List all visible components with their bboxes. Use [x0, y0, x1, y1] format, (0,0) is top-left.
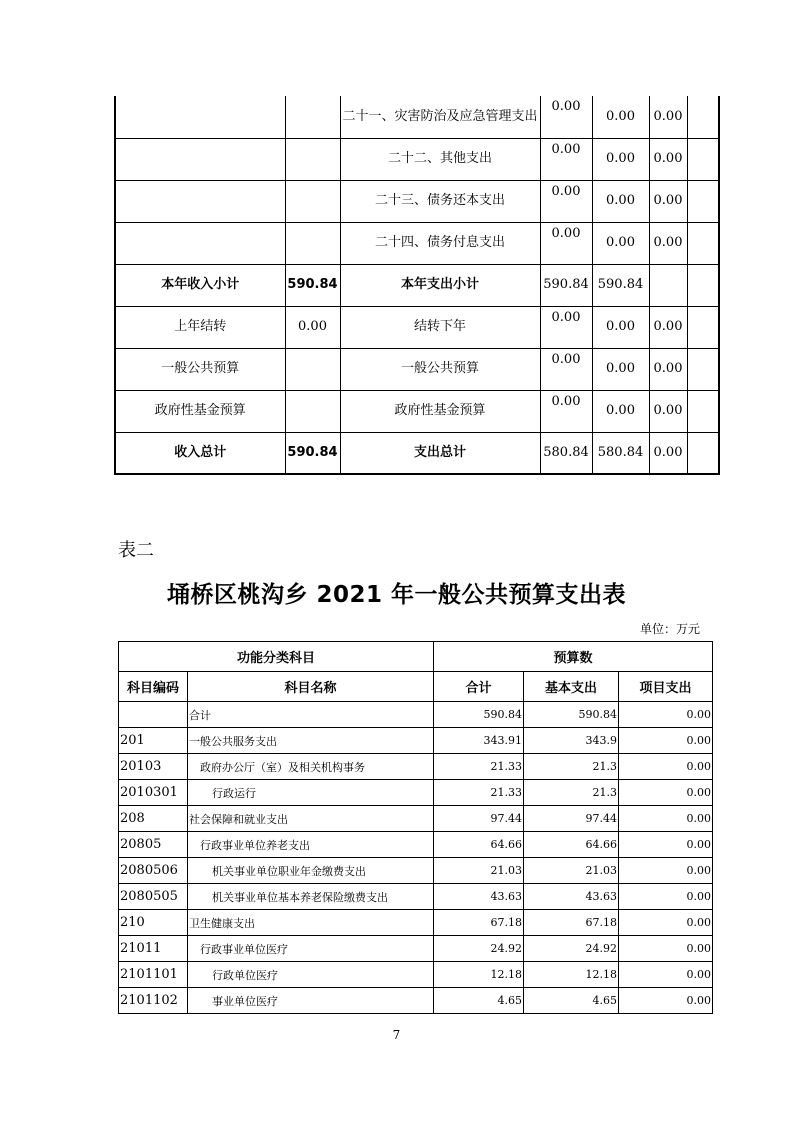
- table-row: 二十一、灾害防治及应急管理支出 0.00 0.00 0.00: [115, 96, 719, 138]
- header-function-category: 功能分类科目: [119, 642, 434, 672]
- header-project: 项目支出: [619, 672, 713, 702]
- table-row: 20103 政府办公厅（室）及相关机构事务 21.33 21.3 0.00: [119, 754, 713, 780]
- table-row: 210 卫生健康支出 67.18 67.18 0.00: [119, 910, 713, 936]
- table-row: 二十四、债务付息支出 0.00 0.00 0.00: [115, 222, 719, 264]
- table-row: 208 社会保障和就业支出 97.44 97.44 0.00: [119, 806, 713, 832]
- section-label: 表二: [118, 540, 154, 561]
- income-expense-summary-table: [114, 96, 720, 475]
- page-title: 埇桥区桃沟乡 2021 年一般公共预算支出表: [166, 582, 627, 608]
- header-code: 科目编码: [119, 672, 188, 702]
- table-row: 2010301 行政运行 21.33 21.3 0.00: [119, 780, 713, 806]
- table-row: 20805 行政事业单位养老支出 64.66 64.66 0.00: [119, 832, 713, 858]
- table-row: 201 一般公共服务支出 343.91 343.9 0.00: [119, 728, 713, 754]
- expense-item-label: 二十二、其他支出: [340, 138, 540, 180]
- table-row-total: 收入总计 590.84 支出总计 580.84 580.84 0.00: [115, 432, 719, 474]
- table-row: 政府性基金预算 政府性基金预算 0.00 0.00 0.00: [115, 390, 719, 432]
- table-header-group: [119, 642, 713, 672]
- table-row: 二十三、债务还本支出 0.00 0.00 0.00: [115, 180, 719, 222]
- table-row: 21011 行政事业单位医疗 24.92 24.92 0.00: [119, 936, 713, 962]
- page-number: 7: [392, 1028, 401, 1042]
- header-budget: 预算数: [434, 642, 713, 672]
- general-budget-expenditure-table: [118, 641, 713, 1014]
- expense-item-label: 二十四、债务付息支出: [340, 222, 540, 264]
- table-header: [119, 672, 713, 702]
- table-row: 一般公共预算 一般公共预算 0.00 0.00 0.00: [115, 348, 719, 390]
- expense-item-label: 二十一、灾害防治及应急管理支出: [340, 96, 540, 138]
- table-row-subtotal: 本年收入小计 590.84 本年支出小计 590.84 590.84: [115, 264, 719, 306]
- table-row: 2101101 行政单位医疗 12.18 12.18 0.00: [119, 962, 713, 988]
- header-total: 合计: [434, 672, 524, 702]
- table-row: 2080506 机关事业单位职业年金缴费支出 21.03 21.03 0.00: [119, 858, 713, 884]
- header-basic: 基本支出: [524, 672, 619, 702]
- expense-item-label: 二十三、债务还本支出: [340, 180, 540, 222]
- table-row: 二十二、其他支出 0.00 0.00 0.00: [115, 138, 719, 180]
- table-row: 2080505 机关事业单位基本养老保险缴费支出 43.63 43.63 0.00: [119, 884, 713, 910]
- table-row: 合计 590.84 590.84 0.00: [119, 702, 713, 728]
- table-row: 上年结转 0.00 结转下年 0.00 0.00 0.00: [115, 306, 719, 348]
- table-row: 2101102 事业单位医疗 4.65 4.65 0.00: [119, 988, 713, 1014]
- header-name: 科目名称: [188, 672, 434, 702]
- unit-label: 单位：万元: [639, 622, 700, 636]
